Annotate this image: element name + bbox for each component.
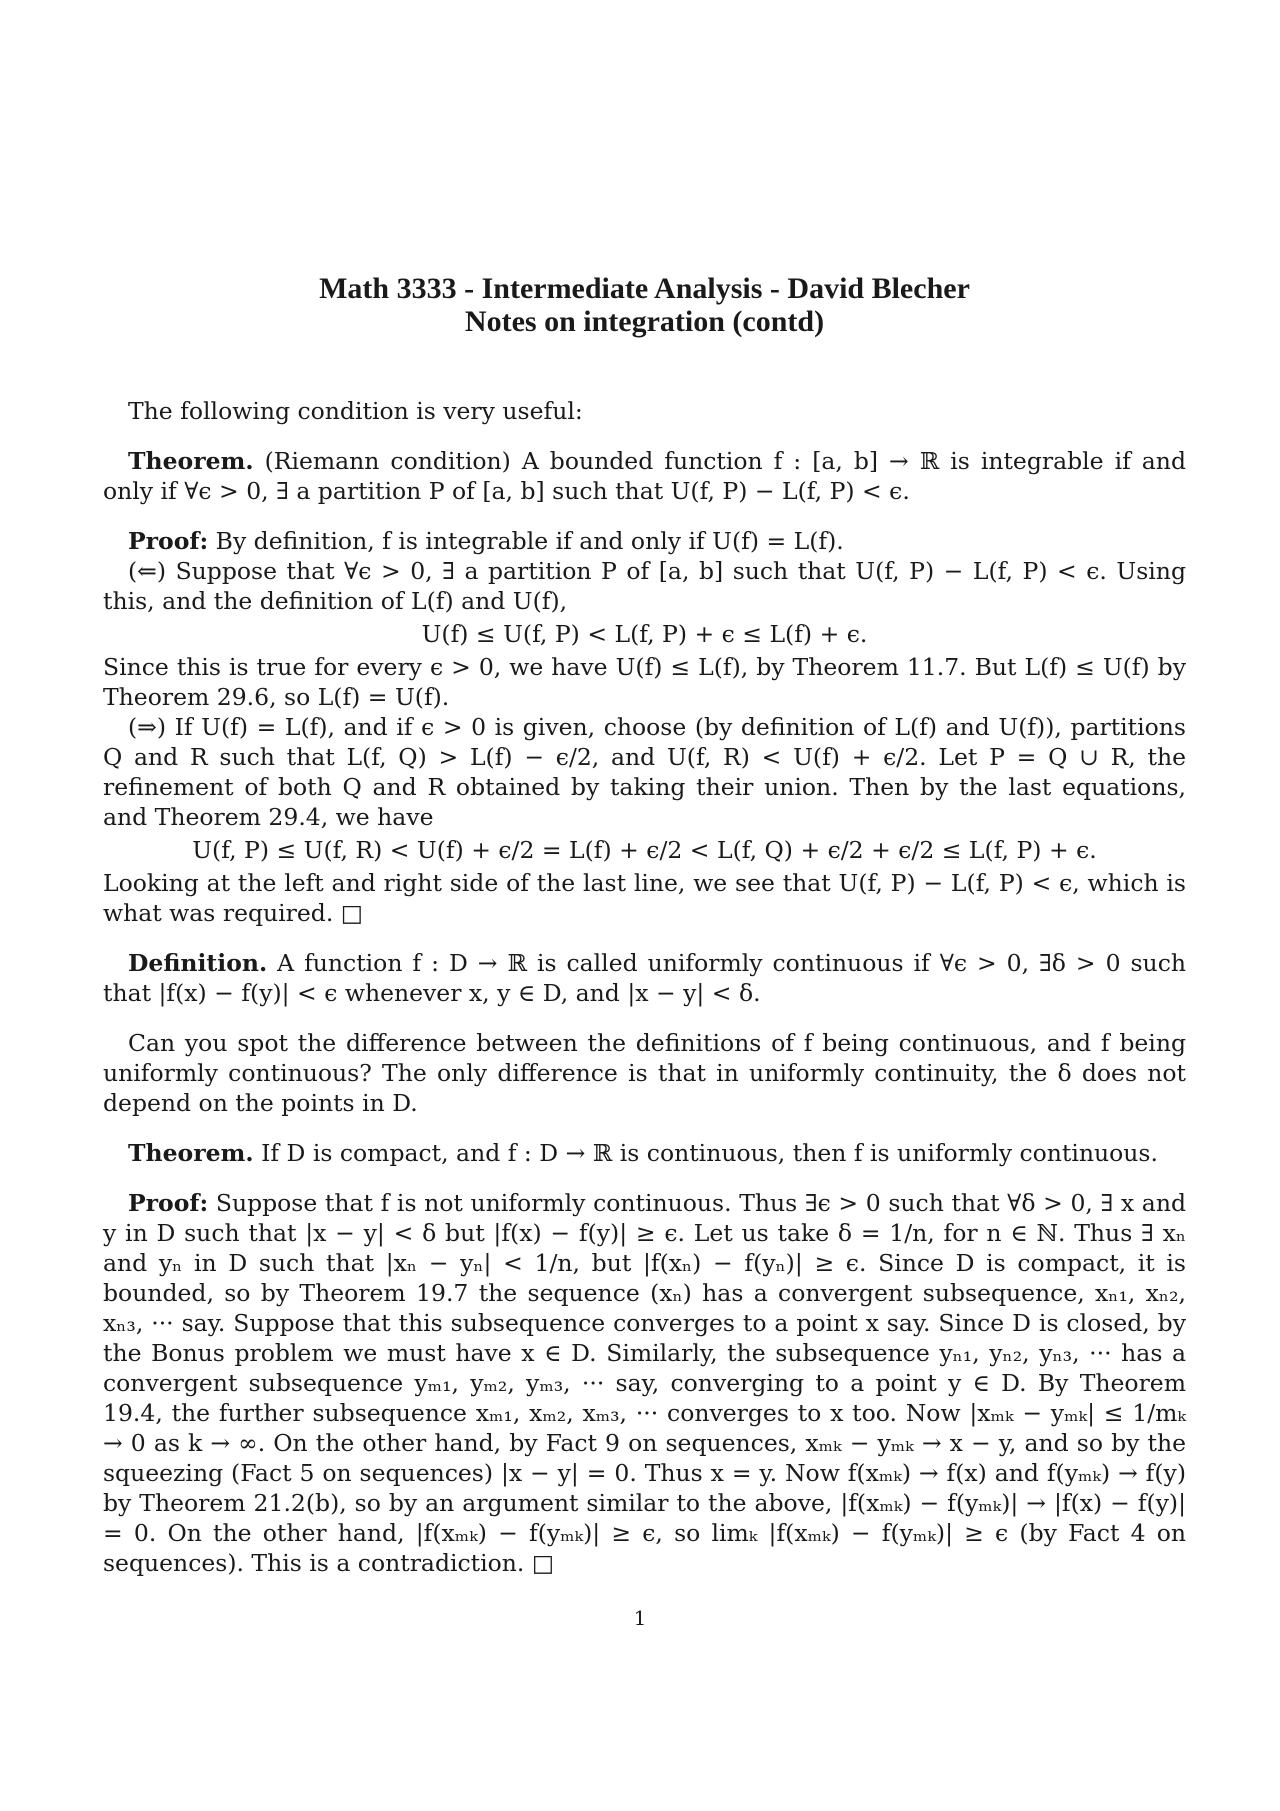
proof-1-p3: Since this is true for every ϵ > 0, we have U(f) ≤ L(f), by Theorem 11.7. But L(f) ≤ U(f) by Theorem 29.6, so L(f) = U(f).	[103, 653, 1186, 711]
equation-1: U(f) ≤ U(f, P) < L(f, P) + ϵ ≤ L(f) + ϵ.	[421, 620, 868, 648]
proof-2	[103, 1188, 1186, 1578]
page-content	[103, 272, 1186, 1578]
title-line-2: Notes on integration (contd)	[464, 305, 825, 338]
definition-label: Definition.	[128, 949, 268, 977]
proof-1-p1: By definition, f is integrable if and only if U(f) = L(f).	[215, 527, 844, 555]
definition-uniform-continuity	[103, 948, 1186, 1008]
proof-2-label: Proof:	[128, 1189, 209, 1217]
definition-text: A function f : D → ℝ is called uniformly continuous if ∀ϵ > 0, ∃δ > 0 such that |f(x) − f(y)| < ϵ whenever x, y ∈ D, and |x − y| < δ.	[103, 949, 1186, 1007]
theorem-compact	[103, 1138, 1186, 1168]
theorem-text: (Riemann condition) A bounded function f : [a, b] → ℝ is integrable if and only if ∀ϵ > 0, ∃ a partition P of [a, b] such that U(f, P) − L(f, P) < ϵ.	[103, 447, 1186, 505]
theorem-riemann	[103, 446, 1186, 506]
proof-1-intro	[103, 526, 1186, 556]
intro-paragraph: The following condition is very useful:	[128, 397, 583, 425]
proof-2-text: Suppose that f is not uniformly continuous. Thus ∃ϵ > 0 such that ∀δ > 0, ∃ x and y in D such that |x − y| < δ but |f(x) − f(y)| ≥ ϵ. Let us take δ = 1/n, for n ∈ ℕ. Thus ∃ xₙ and yₙ in D such that |xₙ − yₙ| < 1/n, but |f(xₙ) − f(yₙ)| ≥ ϵ. Since D is compact, it is bounded, so by Theorem 19.7 the sequence (xₙ) has a convergent subsequence, xₙ₁, xₙ₂, xₙ₃, ··· say. Suppose that this subsequence converges to a point x say. Since D is closed, by the Bonus problem we must have x ∈ D. Similarly, the subsequence yₙ₁, yₙ₂, yₙ₃, ··· has a convergent subsequence yₘ₁, yₘ₂, yₘ₃, ··· say, converging to a point y ∈ D. By Theorem 19.4, the further subsequence xₘ₁, xₘ₂, xₘ₃, ··· converges to x too. Now |xₘₖ − yₘₖ| ≤ 1/mₖ → 0 as k → ∞. On the other hand, by Fact 9 on sequences, xₘₖ − yₘₖ → x − y, and so by the squeezing (Fact 5 on sequences) |x − y| = 0. Thus x = y. Now f(xₘₖ) → f(x) and f(yₘₖ) → f(y) by Theorem 21.2(b), so by an argument similar to the above, |f(xₘₖ) − f(yₘₖ)| → |f(x) − f(y)| = 0. On the other hand, |f(xₘₖ) − f(yₘₖ)| ≥ ϵ, so limₖ |f(xₘₖ) − f(yₘₖ)| ≥ ϵ (by Fact 4 on sequences). This is a contradiction. □	[103, 1189, 1186, 1577]
document-title	[103, 272, 1186, 338]
remark-paragraph: Can you spot the difference between the definitions of f being continuous, and f being uniformly continuous? The only difference is that in uniformly continuity, the δ does not depend on the points in D.	[103, 1029, 1186, 1117]
proof-1-p4: (⇒) If U(f) = L(f), and if ϵ > 0 is given, choose (by definition of L(f) and U(f)), partitions Q and R such that L(f, Q) > L(f) − ϵ/2, and U(f, R) < U(f) + ϵ/2. Let P = Q ∪ R, the refinement of both Q and R obtained by taking their union. Then by the last equations, and Theorem 29.4, we have	[103, 713, 1186, 831]
title-line-1: Math 3333 - Intermediate Analysis - David Blecher	[319, 272, 970, 305]
theorem-label: Theorem.	[128, 447, 254, 475]
equation-2: U(f, P) ≤ U(f, R) < U(f) + ϵ/2 = L(f) + ϵ/2 < L(f, Q) + ϵ/2 + ϵ/2 ≤ L(f, P) + ϵ.	[192, 836, 1097, 864]
theorem-2-label: Theorem.	[128, 1139, 254, 1167]
page-number: 1	[633, 1606, 647, 1630]
proof-1-p5: Looking at the left and right side of the last line, we see that U(f, P) − L(f, P) < ϵ, which is what was required. □	[103, 869, 1186, 927]
proof-1-p2: (⇐) Suppose that ∀ϵ > 0, ∃ a partition P of [a, b] such that U(f, P) − L(f, P) < ϵ. Using this, and the definition of L(f) and U(f),	[103, 557, 1186, 615]
proof-label: Proof:	[128, 527, 209, 555]
theorem-2-text: If D is compact, and f : D → ℝ is continuous, then f is uniformly continuous.	[261, 1139, 1158, 1167]
